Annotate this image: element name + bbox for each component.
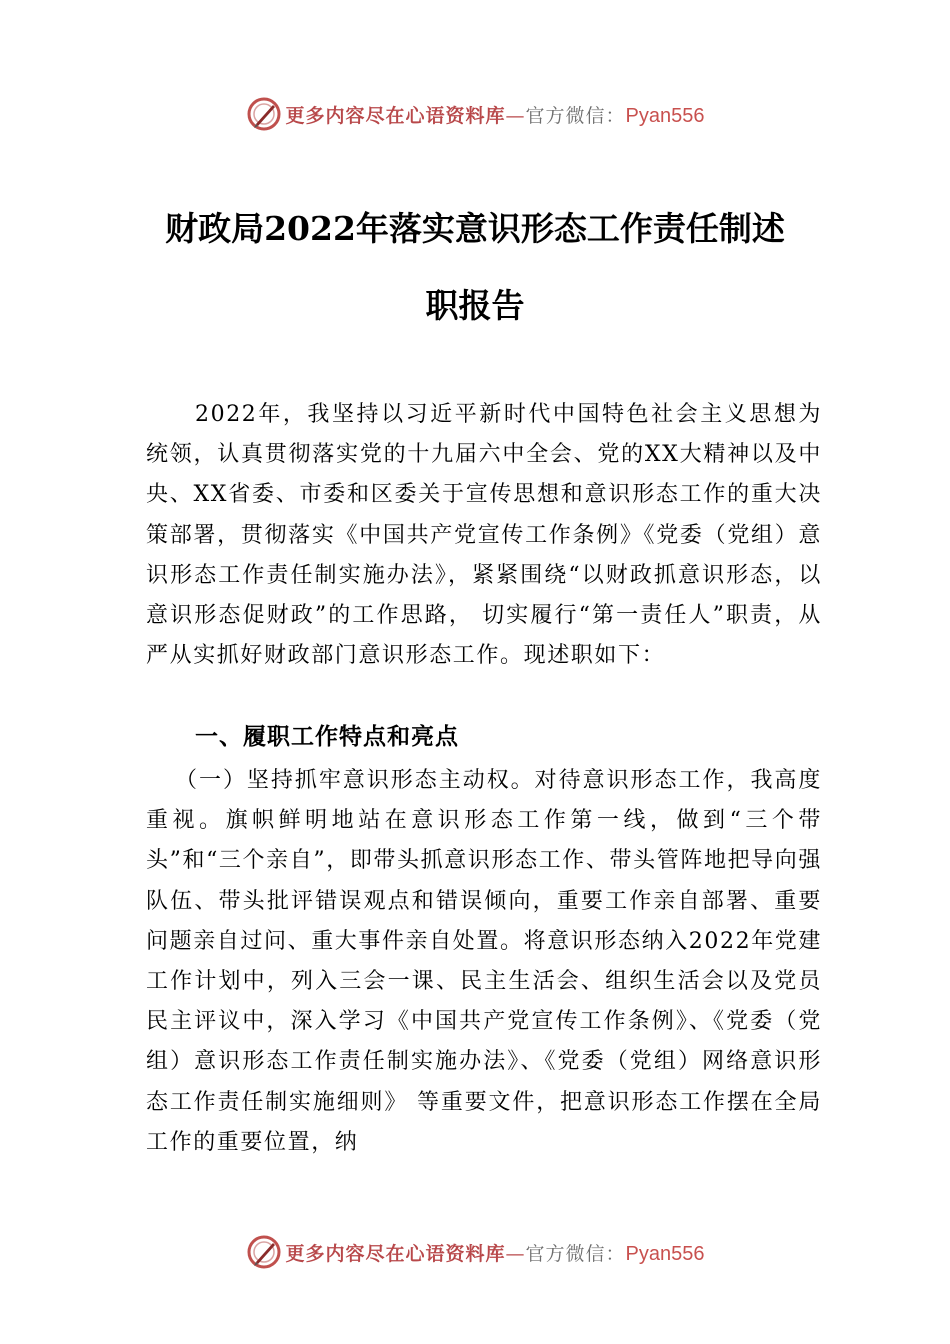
- section-paragraph: （一）坚持抓牢意识形态主动权。对待意识形态工作，我高度重视。旗帜鲜明地站在意识形态工作第一线，做到“三个带头”和“三个亲自”，即带头抓意识形态工作、带头管阵地把导向强队伍、带头批评错误观点和错误倾向，重要工作亲自部署、重要问题亲自过问、重大事件亲自处置。将意识形态纳入2022年党建工作计划中，列入三会一课、民主生活会、组织生活会以及党员民主评议中，深入学习《中国共产党宣传工作条例》、《党委（党组）意识形态工作责任制实施办法》、《党委（党组）网络意识形态工作责任制实施细则》 等重要文件，把意识形态工作摆在全局工作的重要位置，纳: [146, 768, 822, 1155]
- header-banner: [0, 92, 950, 136]
- document-title-line2: 职报告: [425, 286, 525, 325]
- banner-text: [286, 1239, 705, 1266]
- banner-main-text: 更多内容尽在心语资料库: [285, 1242, 506, 1265]
- banner-wechat-label: 官方微信：: [525, 1242, 626, 1265]
- section-heading: 一、履职工作特点和亮点: [195, 723, 459, 749]
- banner-wechat-label: 官方微信：: [525, 104, 626, 127]
- banner-text: [286, 101, 705, 128]
- footer-banner: [0, 1230, 950, 1274]
- pen-logo-icon: [246, 96, 282, 132]
- intro-paragraph: 2022年，我坚持以习近平新时代中国特色社会主义思想为统领，认真贯彻落实党的十九届六中全会、党的XX大精神以及中央、XX省委、市委和区委关于宣传思想和意识形态工作的重大决策部署，贯彻落实《中国共产党宣传工作条例》《党委（党组）意识形态工作责任制实施办法》，紧紧围绕“以财政抓意识形态，以意识形态促财政”的工作思路， 切实履行“第一责任人”职责，从严从实抓好财政部门意识形态工作。现述职如下：: [146, 402, 822, 669]
- banner-wechat-id: Pyan556: [625, 1242, 705, 1265]
- document-title-line1: 财政局2022年落实意识形态工作责任制述: [165, 209, 785, 248]
- banner-main-text: 更多内容尽在心语资料库: [285, 104, 506, 127]
- banner-wechat-id: Pyan556: [625, 104, 705, 127]
- pen-logo-icon: [246, 1234, 282, 1270]
- banner-separator: —: [505, 104, 526, 127]
- banner-separator: —: [505, 1242, 526, 1265]
